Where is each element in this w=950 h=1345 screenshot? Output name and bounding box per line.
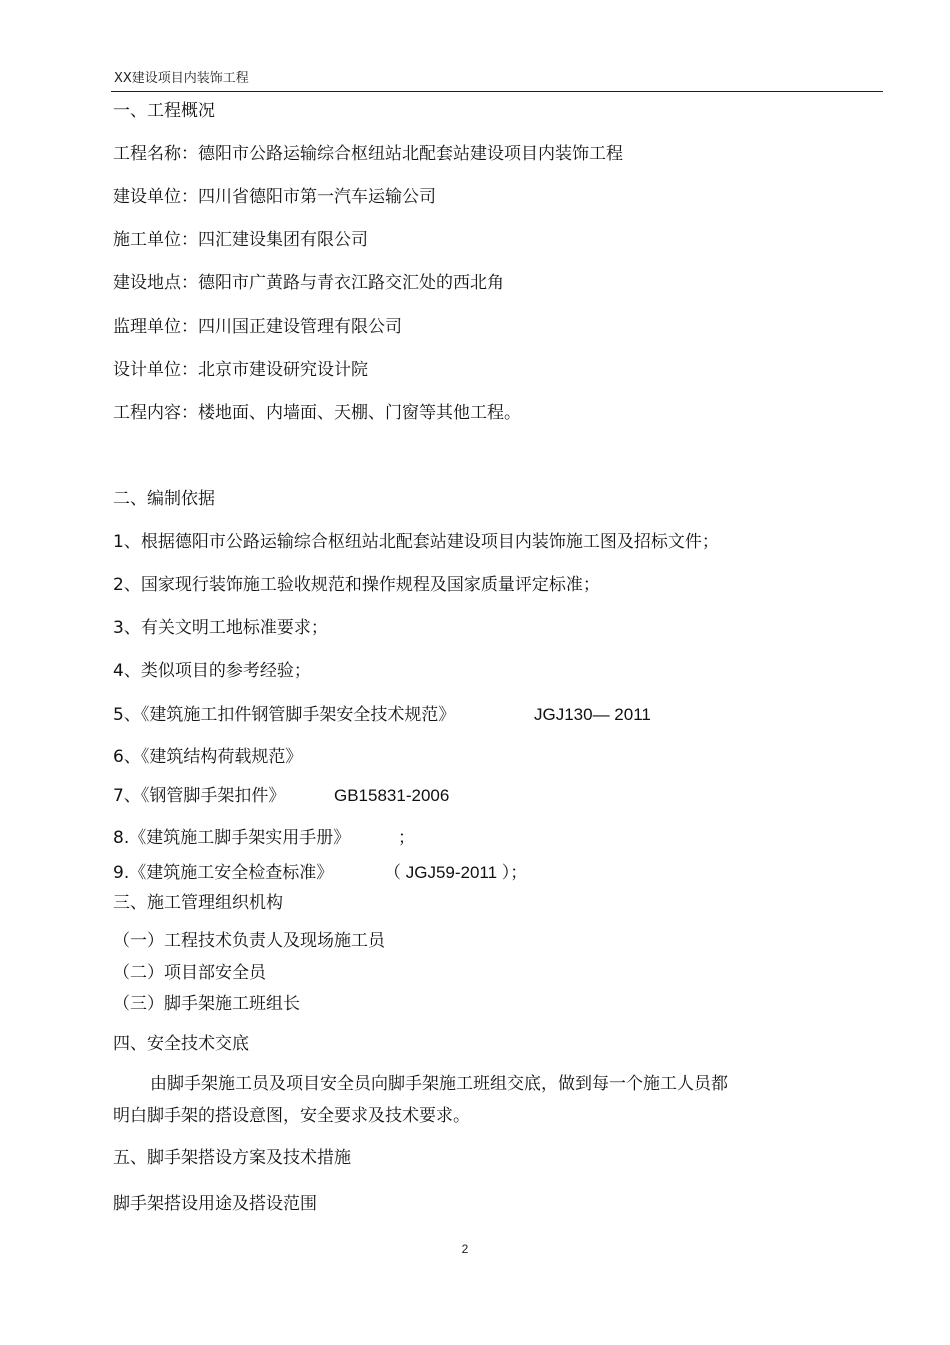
basis-item: [113, 574, 600, 596]
org-item: （三）脚手架施工班组长: [113, 994, 300, 1014]
field-label: 建设单位：: [113, 187, 198, 207]
running-header: XX建设项目内装饰工程: [114, 71, 249, 86]
field-value: 德阳市广黄路与青衣江路交汇处的西北角: [198, 273, 504, 293]
basis-item: [113, 704, 713, 726]
standard-code: GB15831-2006: [334, 786, 450, 805]
field-project-name: [113, 143, 623, 165]
field-label: 工程内容：: [113, 403, 198, 423]
briefing-paragraph-line: 明白脚手架的搭设意图，安全要求及技术要求。: [113, 1106, 470, 1126]
field-value: 德阳市公路运输综合枢纽站北配套站建设项目内装饰工程: [198, 144, 623, 164]
basis-item-text: 4、类似项目的参考经验；: [113, 661, 311, 681]
field-scope: [113, 402, 521, 424]
field-label: 工程名称：: [113, 144, 198, 164]
basis-item: [113, 617, 328, 639]
basis-item: [113, 827, 513, 849]
field-designer: [113, 359, 368, 381]
basis-item-text: 6、《建筑结构荷载规范》: [113, 747, 303, 767]
field-contractor: [113, 229, 368, 251]
field-value: 四川省德阳市第一汽车运输公司: [198, 187, 436, 207]
field-value: 四川国正建设管理有限公司: [198, 317, 402, 337]
basis-item-text: 5、《建筑施工扣件钢管脚手架安全技术规范》: [113, 705, 456, 725]
field-owner: [113, 186, 436, 208]
field-value: 四汇建设集团有限公司: [198, 230, 368, 250]
org-item: （一）工程技术负责人及现场施工员: [113, 931, 385, 951]
section-heading-overview: 一、工程概况: [113, 101, 215, 121]
field-label: 监理单位：: [113, 317, 198, 337]
subheading-scaffold-scope: 脚手架搭设用途及搭设范围: [113, 1194, 317, 1214]
basis-item: [113, 746, 302, 768]
standard-code: （ JGJ59-2011 ）；: [384, 863, 528, 882]
section-heading-scaffold-plan: 五、脚手架搭设方案及技术措施: [113, 1148, 351, 1168]
field-value: 北京市建设研究设计院: [198, 360, 368, 380]
field-value: 楼地面、内墙面、天棚、门窗等其他工程。: [198, 403, 521, 423]
basis-item-text: 9.《建筑施工安全检查标准》: [113, 863, 334, 883]
header-divider: [111, 91, 883, 92]
basis-item: [113, 862, 613, 884]
field-location: [113, 272, 504, 294]
page-number: 2: [461, 1242, 469, 1256]
field-label: 建设地点：: [113, 273, 198, 293]
field-supervisor: [113, 316, 402, 338]
basis-item-text: 3、有关文明工地标准要求；: [113, 618, 328, 638]
section-heading-basis: 二、编制依据: [113, 489, 215, 509]
basis-item-text: 8.《建筑施工脚手架实用手册》: [113, 828, 351, 848]
basis-item: [113, 785, 513, 807]
org-item: （二）项目部安全员: [113, 963, 266, 983]
briefing-paragraph-line: 由脚手架施工员及项目安全员向脚手架施工班组交底，做到每一个施工人员都: [150, 1074, 728, 1094]
section-heading-organization: 三、施工管理组织机构: [113, 893, 283, 913]
basis-item-text: 1、根据德阳市公路运输综合枢纽站北配套站建设项目内装饰施工图及招标文件；: [113, 532, 719, 552]
section-heading-safety-briefing: 四、安全技术交底: [113, 1034, 249, 1054]
basis-item-text: 7、《钢管脚手架扣件》: [113, 786, 286, 806]
field-label: 施工单位：: [113, 230, 198, 250]
basis-item-text: 2、国家现行装饰施工验收规范和操作规程及国家质量评定标准；: [113, 575, 600, 595]
standard-code: JGJ130— 2011: [534, 705, 651, 724]
field-label: 设计单位：: [113, 360, 198, 380]
basis-item: [113, 660, 311, 682]
standard-code: ；: [398, 828, 415, 847]
basis-item: [113, 531, 719, 553]
